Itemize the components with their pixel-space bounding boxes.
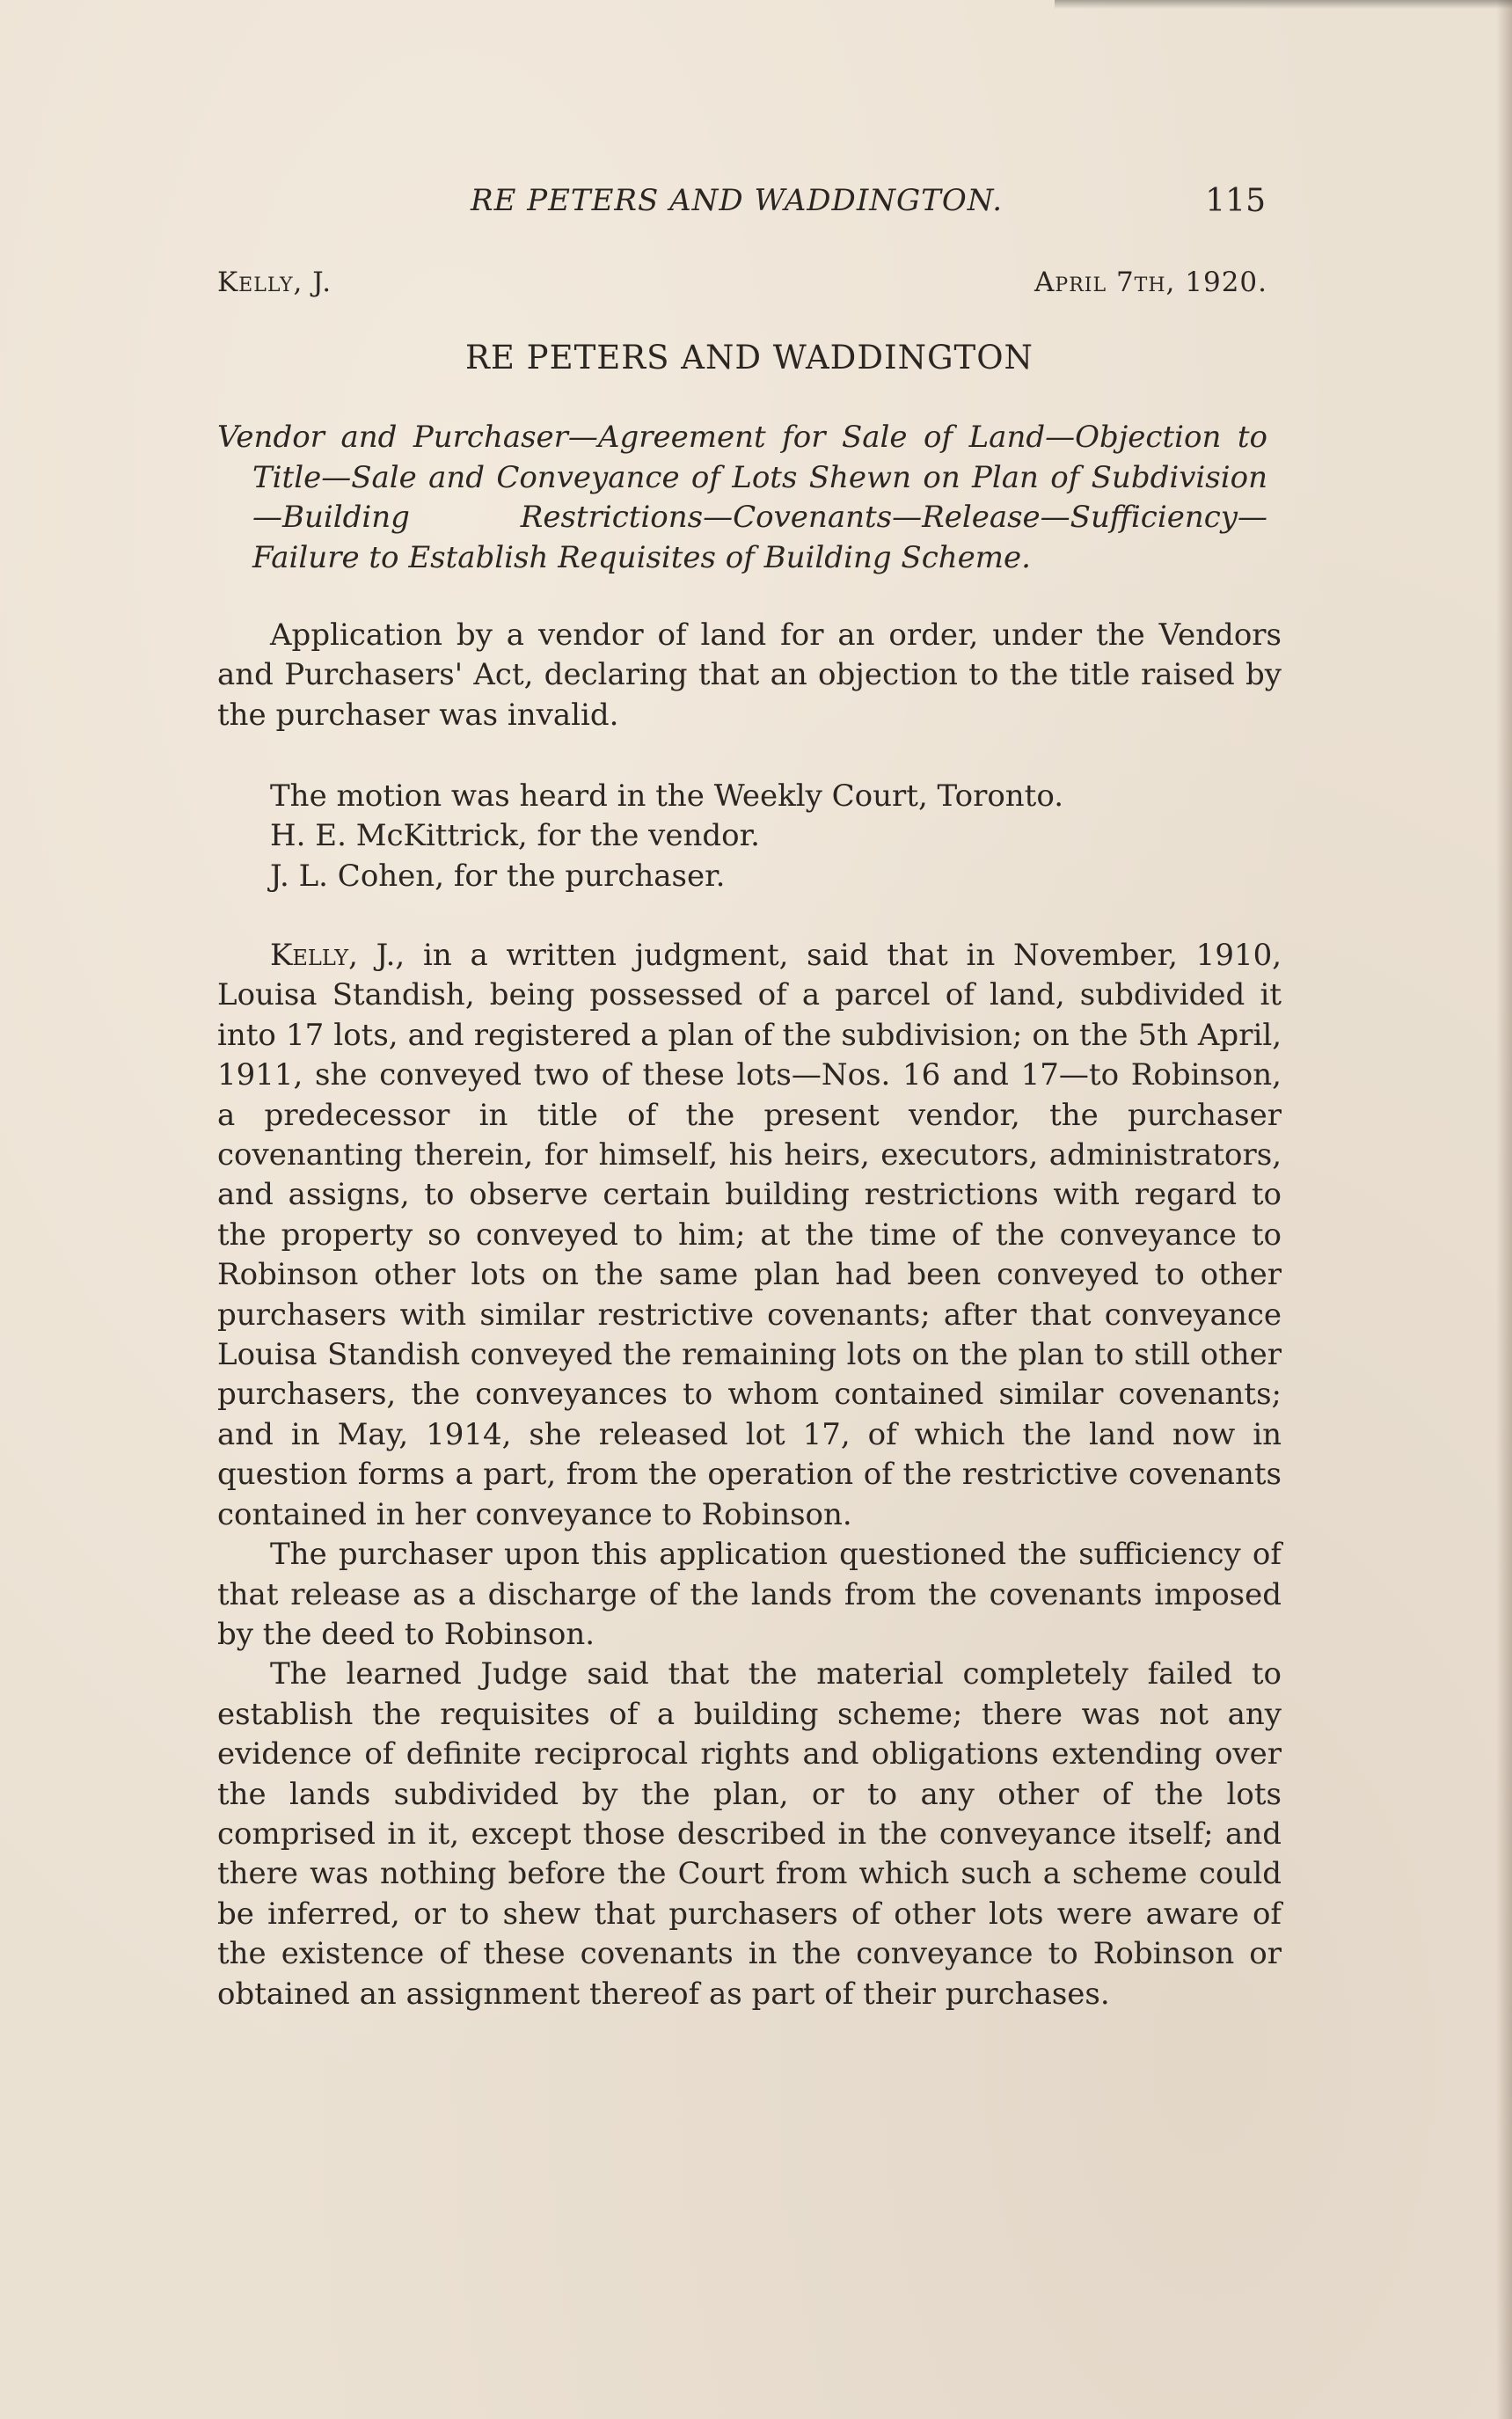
application-block <box>217 616 1282 735</box>
hearing-block <box>217 777 1282 896</box>
judgment-paragraph-3: The learned Judge said that the material completely failed to establish the requisites of a building scheme; there was not any evidence of definite reciprocal rights and obligations extending over the lands subdivided by the plan, or to any other of the lots comprised in it, except those described in the conveyance itself; and there was nothing before the Court from which such a scheme could be inferred, or to shew that purchasers of other lots were aware of the existence of these covenants in the conveyance to Robinson or obtained an assignment thereof as part of their purchases. <box>217 1656 1282 2012</box>
judgment-paragraph-1-text: in a written judgment, said that in November, 1910, Louisa Standish, being possessed of a parcel of land, subdivided it into 17 lots, and registered a plan of the subdivision; on the 5th April, 1911, she conveyed two of these lots—Nos. 16 and 17—to Robinson, a predecessor in title of the present vendor, the purchaser covenanting therein, for himself, his heirs, executors, administrators, and assigns, to observe certain building restrictions with regard to the property so conveyed to him; at the time of the conveyance to Robinson other lots on the same plan had been conveyed to other purchasers with similar restrictive covenants; after that conveyance Louisa Standish conveyed the remaining lots on the plan to still other purchasers, the conveyances to whom contained similar covenants; and in May, 1914, she released lot 17, of which the land now in question forms a part, from the operation of the restrictive covenants contained in her conveyance to Robinson. <box>217 938 1282 1532</box>
judgment-paragraph-2: The purchaser upon this application questioned the sufficiency of that release as a discharge of the lands from the covenants imposed by the deed to Robinson. <box>217 1537 1282 1652</box>
running-head-title: RE PETERS AND WADDINGTON. <box>471 183 1004 218</box>
purchaser-counsel: J. L. Cohen, for the purchaser. <box>270 858 726 894</box>
judgment-paragraph-1 <box>217 936 1282 1535</box>
running-head <box>217 183 1282 222</box>
judge-lead: Kelly, J., <box>270 938 405 973</box>
headnote: Vendor and Purchaser—Agreement for Sale of Land—Objection to Title—Sale and Conveyance of Lots Shewn on Plan of Subdivision—Building Restrictions—Covenants—Release—Sufficiency—Failure to Establish Requisites of Building Scheme. <box>217 420 1267 575</box>
page-edge-shadow <box>1496 0 1512 2419</box>
application-paragraph: Application by a vendor of land for an order, under the Vendors and Purchasers' Act, declaring that an objection to the title raised by the purchaser was invalid. <box>217 618 1282 733</box>
vendor-counsel: H. E. McKittrick, for the vendor. <box>270 818 760 854</box>
page-number: 115 <box>1205 183 1266 219</box>
judgment-date: April 7th, 1920. <box>1034 267 1267 298</box>
dateline <box>217 267 1267 305</box>
case-title: RE PETERS AND WADDINGTON <box>465 339 1034 376</box>
judge-name: Kelly, J. <box>217 267 332 298</box>
judgment-body <box>217 936 1282 2014</box>
page-top-shadow <box>1055 0 1512 9</box>
motion-line: The motion was heard in the Weekly Court, Toronto. <box>270 778 1064 814</box>
